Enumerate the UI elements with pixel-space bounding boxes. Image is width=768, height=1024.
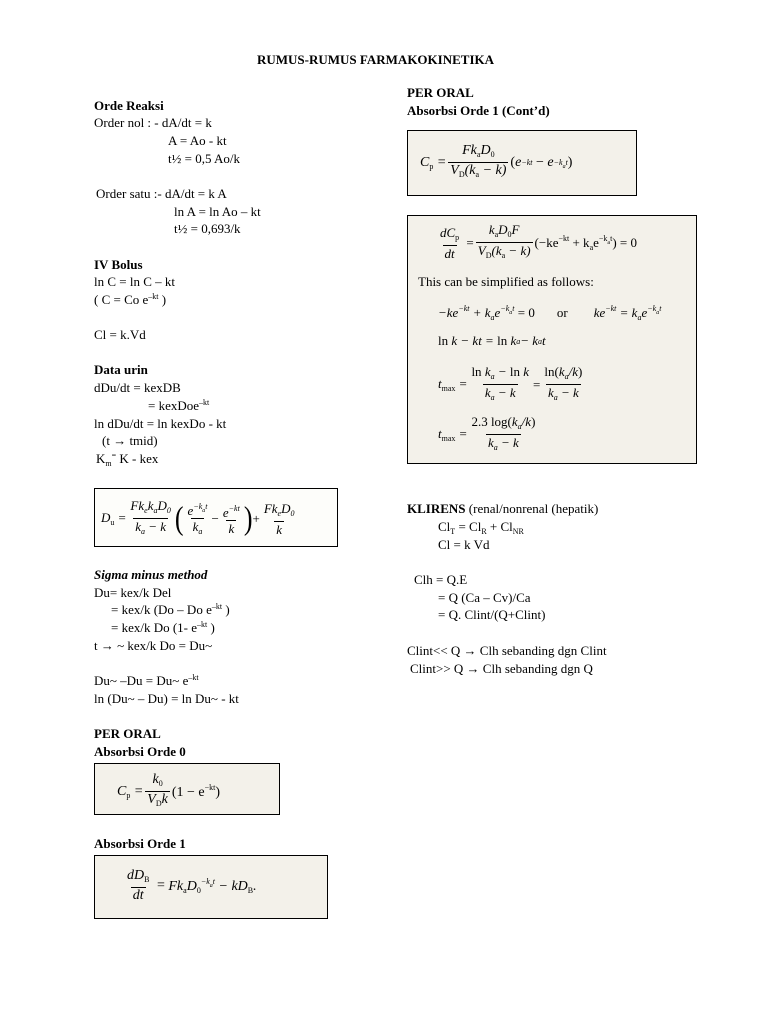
text-line: Clint>> Q → Clh sebanding dgn Q xyxy=(410,661,593,676)
formula-du-box: $D_u$ = $\frac{Fk_ek_aD_0}{k_a - k}$ ( $\frac{e^{-k_at}}{k_a}$ − $\frac{e^{-kt}}{k}$ ) + $\frac{Fk_eD_0}{k}$ xyxy=(94,488,338,547)
per-oral-heading-right: PER ORAL xyxy=(407,85,474,100)
text-line: = Q (Ca – Cv)/Ca xyxy=(438,590,531,605)
simplified-text: This can be simplified as follows: xyxy=(418,274,594,289)
text-line: A = Ao - kt xyxy=(168,133,227,148)
text-line: ( C = Co $e^{-kt}$ ) xyxy=(94,292,167,307)
text-line: Order nol : - dA/dt = k xyxy=(94,115,212,130)
formula-tmax-box: $\frac{dC_p}{dt}$ = $\frac{k_aD_0F}{V_D(k_a - k)}$ $(-ke^{-kt} + k_ae^{-k_at}) = 0$ This can be simplified as follows: $-ke^{-kt} + k_ae^{-k_at} = 0$ or $ke^{-kt} = k_ae^{-k_at}$ ln k − kt = ln k a − k a t $t_{max}$ = $\frac{\ln k_a - \ln k}{k_a - k}$ = $\frac{\ln(k_a/k)}{k_a - k}$ $t_{max}$ = $\frac{2.3 \log(k_a/k)}{k_a - k}$ xyxy=(407,215,697,464)
text-line: Du= kex/k Del xyxy=(94,585,172,600)
per-oral-heading: PER ORAL xyxy=(94,726,161,741)
text-line: t → ~ kex/k Do = Du~ xyxy=(94,638,213,653)
text-line: = kex/k Do (1- $e^{-kt}$ ) xyxy=(111,620,215,635)
klirens-heading: KLIRENS (renal/nonrenal (hepatik) xyxy=(407,501,599,516)
text-line: $Cl_T = Cl_R + Cl_{NR}$ xyxy=(438,519,524,536)
iv-bolus-heading: IV Bolus xyxy=(94,257,143,272)
text-line: ln A = ln Ao – kt xyxy=(174,204,261,219)
text-line: (t → tmid) xyxy=(102,433,158,448)
text-line: ln C = ln C – kt xyxy=(94,274,176,289)
formula-orde0-box: $C_p$ = $\frac{k_0}{V_Dk}$ $(1 - e^{-kt})$ xyxy=(94,763,280,815)
text-line: $K_m^=$ K - kex xyxy=(96,451,159,468)
text-line: Clint<< Q → Clh sebanding dgn Clint xyxy=(407,643,607,658)
text-line: = kexDoe$^{-kt}$ xyxy=(148,398,210,413)
text-line: t½ = 0,693/k xyxy=(174,221,241,236)
formula-cp-box: $C_p$ = $\frac{Fk_aD_0}{V_D(k_a - k)}$ ( e −kt − e $-k_at$ ) xyxy=(407,130,637,196)
text-line: = kex/k (Do – Do $e^{-kt}$ ) xyxy=(111,602,230,617)
formula-orde1-box: $\frac{dD_B}{dt}$ = $Fk_aD_0^{-k_at} - kD_B$. xyxy=(94,855,328,919)
text-line: Cl = k Vd xyxy=(438,537,490,552)
absorbsi-orde-0-heading: Absorbsi Orde 0 xyxy=(94,744,186,759)
page-title: RUMUS-RUMUS FARMAKOKINETIKA xyxy=(257,52,495,67)
absorbsi-orde-1-heading: Absorbsi Orde 1 xyxy=(94,836,186,851)
text-line: Cl = k.Vd xyxy=(94,327,146,342)
text-line: ln dDu/dt = ln kexDo - kt xyxy=(94,416,227,431)
text-line: = Q. Clint/(Q+Clint) xyxy=(438,607,546,622)
text-line: ln (Du~ – Du) = ln Du~ - kt xyxy=(94,691,239,706)
text-line: Clh = Q.E xyxy=(414,572,468,587)
text-line: t½ = 0,5 Ao/k xyxy=(168,151,240,166)
text-line: Order satu :- dA/dt = k A xyxy=(96,186,227,201)
or-text: or xyxy=(556,305,568,320)
absorbsi-orde-1-contd-heading: Absorbsi Orde 1 (Cont’d) xyxy=(407,103,550,118)
text-line: dDu/dt = kexDB xyxy=(94,380,181,395)
text-line: Du~ –Du = Du~ $e^{-kt}$ xyxy=(94,673,199,688)
data-urin-heading: Data urin xyxy=(94,362,148,377)
orde-reaksi-heading: Orde Reaksi xyxy=(94,98,164,113)
sigma-heading: Sigma minus method xyxy=(94,567,208,582)
